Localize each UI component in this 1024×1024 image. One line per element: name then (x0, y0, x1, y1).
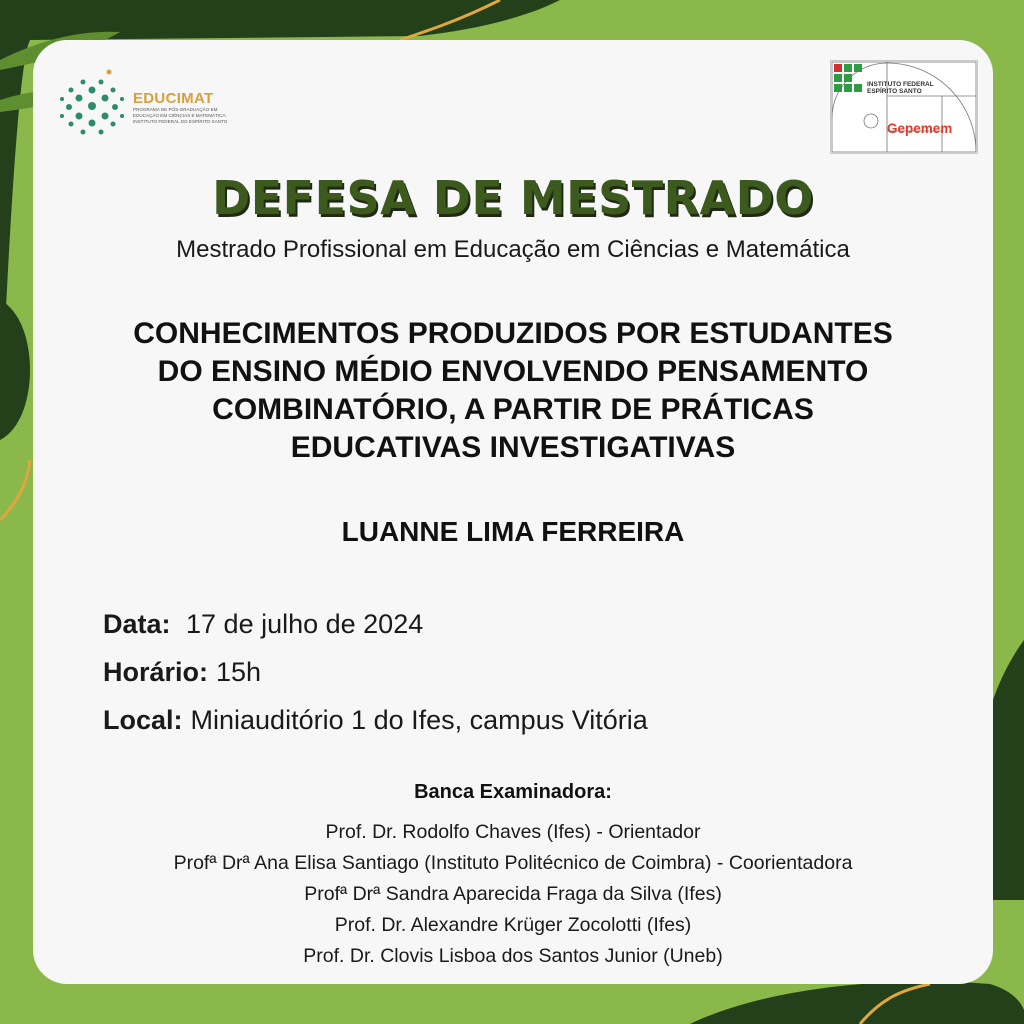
date-value: 17 de julho de 2024 (178, 609, 424, 639)
place-row (103, 696, 648, 744)
committee-member: Prof. Dr. Clovis Lisboa dos Santos Junior (Uneb) (303, 945, 723, 967)
ifes-gepemem-logo (830, 60, 978, 154)
place-label: Local: (103, 705, 183, 735)
educimat-subtitle: PROGRAMA DE PÓS-GRADUAÇÃO EM EDUCAÇÃO EM CIÊNCIAS E MATEMÁTICA INSTITUTO FEDERAL DO ESPÍRITO SANTO (133, 106, 228, 124)
thesis-line: CONHECIMENTOS PRODUZIDOS POR ESTUDANTES (133, 317, 893, 350)
event-info (103, 600, 648, 744)
gepemem-name: Gepemem (887, 121, 953, 136)
time-row (103, 648, 648, 696)
committee-member: Prof. Dr. Alexandre Krüger Zocolotti (Ifes) (334, 914, 692, 936)
thesis-line: COMBINATÓRIO, A PARTIR DE PRÁTICAS (212, 393, 814, 426)
time-label: Horário: (103, 657, 209, 687)
author-name: LUANNE LIMA FERREIRA (341, 516, 685, 547)
ifes-institute-text (867, 81, 934, 95)
ifes-institute-line: INSTITUTO FEDERAL (867, 81, 934, 88)
committee-title: Banca Examinadora: (414, 781, 612, 803)
committee-list (33, 817, 993, 972)
educimat-flower-icon (57, 66, 127, 140)
committee-member: Prof. Dr. Rodolfo Chaves (Ifes) - Orientador (325, 821, 701, 843)
date-label: Data: (103, 609, 171, 639)
committee-member: Profª Drª Sandra Aparecida Fraga da Silva (Ifes) (304, 883, 722, 905)
time-value: 15h (216, 657, 262, 687)
date-row (103, 600, 648, 648)
educimat-logo (57, 66, 233, 140)
page-title: DEFESA DE MESTRADO (212, 171, 814, 225)
if-squares-icon (834, 64, 864, 100)
thesis-line: DO ENSINO MÉDIO ENVOLVENDO PENSAMENTO (157, 355, 869, 388)
program-subtitle: Mestrado Profissional em Educação em Ciências e Matemática (176, 236, 850, 263)
announcement-card (33, 40, 993, 984)
thesis-line: EDUCATIVAS INVESTIGATIVAS (290, 431, 736, 464)
thesis-title (63, 315, 963, 467)
committee-member: Profª Drª Ana Elisa Santiago (Instituto Politécnico de Coimbra) - Coorientadora (173, 852, 853, 874)
educimat-name: EDUCIMAT (133, 89, 214, 107)
ifes-state-line: ESPÍRITO SANTO (867, 88, 922, 95)
place-value: Miniauditório 1 do Ifes, campus Vitória (190, 705, 648, 735)
